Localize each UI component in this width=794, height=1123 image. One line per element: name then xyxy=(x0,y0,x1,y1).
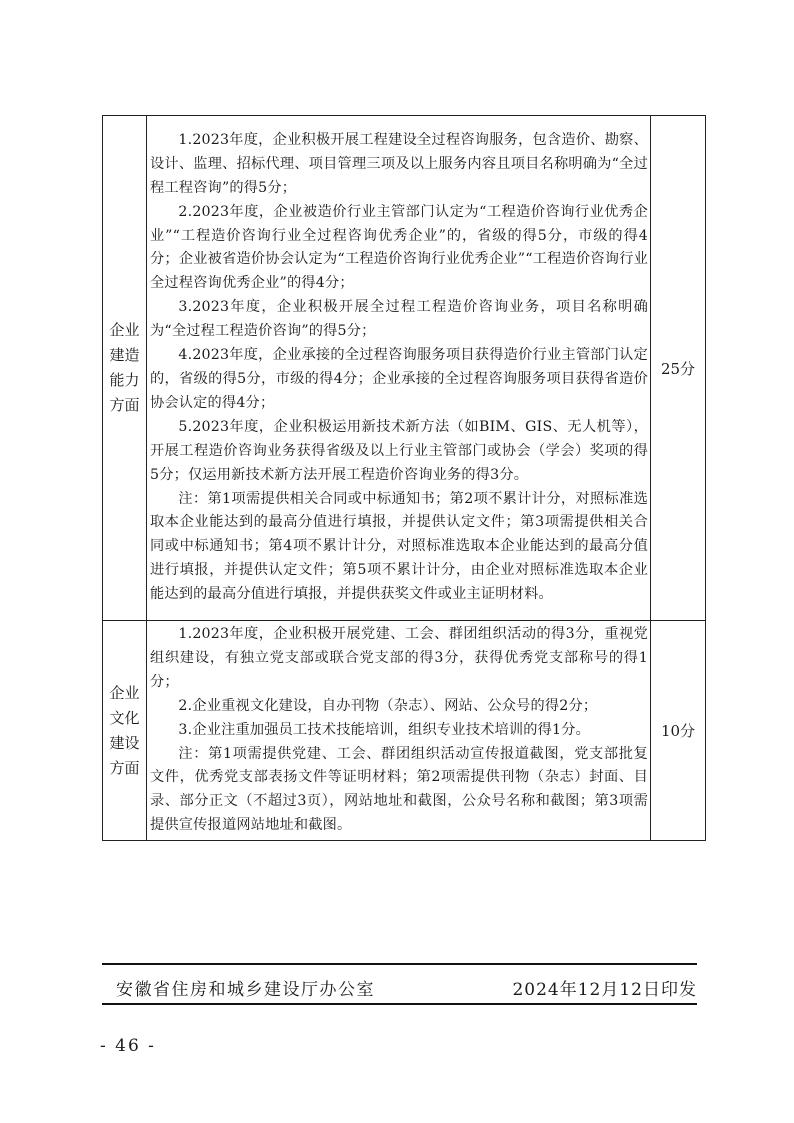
scoring-table xyxy=(102,115,706,841)
category-line: 建设 xyxy=(109,733,140,752)
category-line: 方面 xyxy=(109,396,140,414)
criteria-cell xyxy=(147,621,651,841)
criteria-note: 注：第1项需提供党建、工会、群团组织活动宣传报道截图，党支部批复文件，优秀党支部表扬文件等证明材料；第2项需提供刊物（杂志）封面、目录、部分正文（不超过3页），网站地址和截图，公众号名称和截图；第3项需提供宣传报道网站地址和截图。 xyxy=(150,745,648,834)
footer-top-rule xyxy=(102,963,697,965)
criteria-item: 1.2023年度，企业积极开展党建、工会、群团组织活动的得3分，重视党组织建设，有独立党支部或联合党支部的得3分，获得优秀党支部称号的得1分； xyxy=(150,626,648,690)
issue-date: 2024年12月12日印发 xyxy=(512,980,697,1000)
page-number: - 46 - xyxy=(100,1036,156,1056)
footer-bottom-rule xyxy=(102,1003,697,1005)
score-cell: 10分 xyxy=(651,621,706,841)
criteria-item: 2.2023年度，企业被造价行业主管部门认定为“工程造价咨询行业优秀企业”“工程造价咨询行业全过程咨询优秀企业”的，省级的得5分，市级的得4分；企业被省造价协会认定为“工程造价咨询行业优秀企业”“工程造价咨询行业全过程咨询优秀企业”的得4分； xyxy=(150,203,648,292)
category-line: 能力 xyxy=(109,371,140,389)
issuer-name: 安徽省住房和城乡建设厅办公室 xyxy=(116,980,375,1000)
table-row-construction-capability xyxy=(103,116,706,621)
table-row-culture-building xyxy=(103,621,706,841)
criteria-item: 4.2023年度，企业承接的全过程咨询服务项目获得造价行业主管部门认定的，省级的得5分，市级的得4分；企业承接的全过程咨询服务项目获得省造价协会认定的得4分； xyxy=(150,347,648,411)
criteria-note: 注：第1项需提供相关合同或中标通知书；第2项不累计计分，对照标准选取本企业能达到的最高分值进行填报，并提供认定文件；第3项需提供相关合同或中标通知书；第4项不累计计分，对照标准选取本企业能达到的最高分值进行填报，并提供认定文件；第5项不累计计分，由企业对照标准选取本企业能达到的最高分值进行填报，并提供获奖文件或业主证明材料。 xyxy=(150,490,648,603)
criteria-item: 3.2023年度，企业积极开展全过程工程造价咨询业务，项目名称明确为“全过程工程造价咨询”的得5分； xyxy=(150,299,648,340)
criteria-item: 5.2023年度，企业积极运用新技术新方法（如BIM、GIS、无人机等），开展工程造价咨询业务获得省级及以上行业主管部门或协会（学会）奖项的得5分；仅运用新技术新方法开展工程造价咨询业务的得3分。 xyxy=(150,418,648,483)
category-line: 企业 xyxy=(109,321,140,339)
criteria-item: 1.2023年度，企业积极开展工程建设全过程咨询服务，包含造价、勘察、设计、监理、招标代理、项目管理三项及以上服务内容且项目名称明确为“全过程工程咨询”的得5分； xyxy=(150,131,648,196)
category-line: 企业 xyxy=(109,683,140,702)
criteria-item: 3.企业注重加强员工技术技能培训，组织专业技术培训的得1分。 xyxy=(178,721,591,738)
criteria-item: 2.企业重视文化建设，自办刊物（杂志）、网站、公众号的得2分； xyxy=(178,697,598,714)
category-cell xyxy=(103,116,147,621)
category-line: 建造 xyxy=(109,346,140,364)
category-cell xyxy=(103,621,147,841)
category-line: 方面 xyxy=(109,758,140,777)
category-line: 文化 xyxy=(109,708,140,727)
criteria-cell xyxy=(147,116,651,621)
score-cell: 25分 xyxy=(651,116,706,621)
